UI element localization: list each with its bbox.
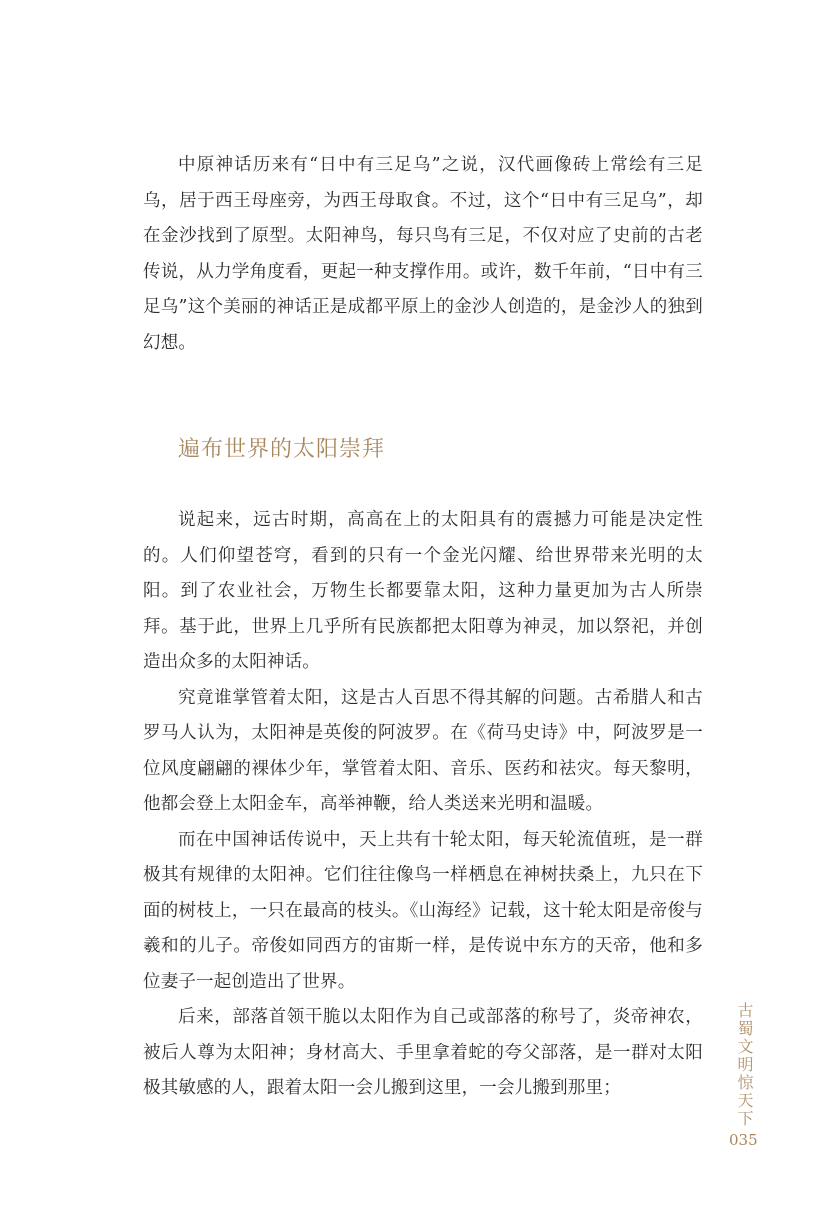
intro-text-block bbox=[143, 148, 703, 361]
section-paragraph-2: 究竟谁掌管着太阳，这是古人百思不得其解的问题。古希腊人和古罗马人认为，太阳神是英俊的阿波罗。在《荷马史诗》中，阿波罗是一位风度翩翩的裸体少年，掌管着太阳、音乐、医药和祛灾。每天黎明，他都会登上太阳金车，高举神鞭，给人类送来光明和温暖。 bbox=[143, 687, 703, 814]
section-heading: 遍布世界的太阳崇拜 bbox=[178, 437, 386, 462]
section-text-block bbox=[143, 503, 703, 1107]
section-paragraph-3: 而在中国神话传说中，天上共有十轮太阳，每天轮流值班，是一群极其有规律的太阳神。它们往往像鸟一样栖息在神树扶桑上，九只在下面的树枝上，一只在最高的枝头。《山海经》记载，这十轮太阳是帝俊与羲和的儿子。帝俊如同西方的宙斯一样，是传说中东方的天帝，他和多位妻子一起创造出了世界。 bbox=[143, 829, 703, 992]
section-paragraph-1: 说起来，远古时期，高高在上的太阳具有的震撼力可能是决定性的。人们仰望苍穹，看到的只有一个金光闪耀、给世界带来光明的太阳。到了农业社会，万物生长都要靠太阳，这种力量更加为古人所崇拜。基于此，世界上几乎所有民族都把太阳尊为神灵，加以祭祀，并创造出众多的太阳神话。 bbox=[143, 510, 703, 672]
page-number: 035 bbox=[729, 1131, 758, 1149]
running-book-title: 古蜀文明惊天下 bbox=[735, 1002, 754, 1128]
intro-paragraph: 中原神话历来有“日中有三足乌”之说，汉代画像砖上常绘有三足乌，居于西王母座旁，为西王母取食。不过，这个“日中有三足乌”，却在金沙找到了原型。太阳神鸟，每只鸟有三足，不仅对应了史前的古老传说，从力学角度看，更起一种支撑作用。或许，数千年前，“日中有三足乌”这个美丽的神话正是成都平原上的金沙人创造的，是金沙人的独到幻想。 bbox=[143, 155, 703, 353]
section-paragraph-4: 后来，部落首领干脆以太阳作为自己或部落的称号了，炎帝神农，被后人尊为太阳神；身材高大、手里拿着蛇的夸父部落，是一群对太阳极其敏感的人，跟着太阳一会儿搬到这里，一会儿搬到那里； bbox=[143, 1007, 703, 1098]
